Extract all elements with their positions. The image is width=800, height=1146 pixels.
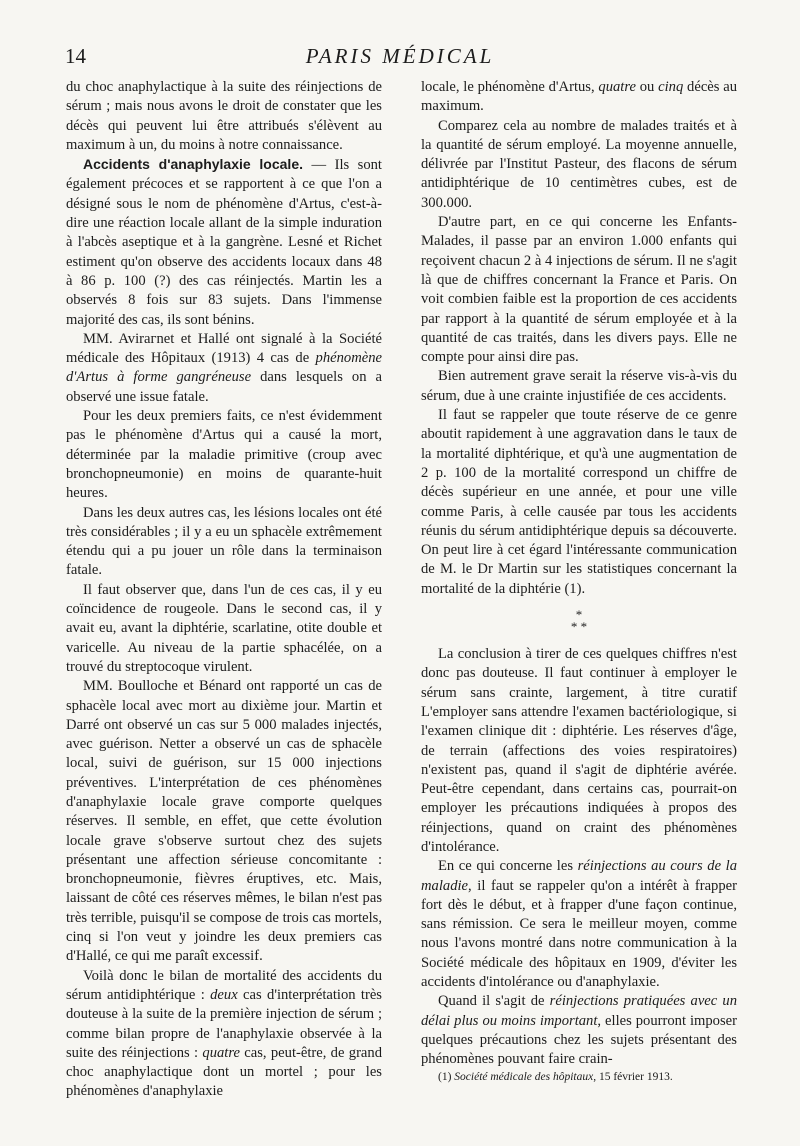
running-title: PARIS MÉDICAL: [305, 44, 495, 68]
paragraph: Bien autrement grave serait la réserve vis-à-vis du sérum, due à une crainte injustifiée de ces accidents.: [421, 368, 737, 404]
page-number: 14: [65, 44, 86, 68]
paragraph: La conclusion à tirer de ces quelques chiffres n'est donc pas douteuse. Il faut continuer à employer le sérum sans crainte, largement, à titre curatif L'employer sans attendre l'examen bactériologique, si l'examen clinique dit : diphtérie. Les réserves d'âge, de terrain (affections des voies respiratoires) n'existent pas, quand il s'agit de diphtérie avérée. Peut-être cependant, dans certains cas, pourrait-on employer les précautions indiquées à propos des réinjections, quand on craint des phénomènes d'intolérance.: [421, 646, 737, 855]
paragraph: MM. Boulloche et Bénard ont rapporté un cas de sphacèle local avec mort au dixième jour. Martin et Darré ont observé un cas sur 5 000 malades injectés, avec guérison. Netter a observé un cas de sphacèle local, suivi de guérison, sur 15 000 injections préventives. L'interprétation de ces phénomènes d'anaphylaxie locale grave comporte quelques réserves. Il semble, en effet, que cette évolution locale grave s'observe surtout chez des sujets présentant une affection sérieuse concomitante : bronchopneumonie, fièvres éruptives, etc. Mais, laissant de côté ces réserves mêmes, le bilan n'est pas très terrible, puisqu'il se compose de trois cas mortels, cinq si l'on veut y joindre les deux premiers cas d'Hallé, ce qui me paraît excessif.: [66, 678, 382, 965]
paragraph: D'autre part, en ce qui concerne les Enfants-Malades, il passe par an environ 1.000 enfants qui reçoivent chacun 2 à 4 injections de sérum. Il ne s'agit là que de chiffres concernant la France et Paris. On voit combien faible est la proportion de ces accidents par rapport à la quantité de sérum employée et à la quantité de cas traités, dans les divers pays. Elle ne compte pour ainsi dire pas.: [421, 214, 737, 366]
paragraph: Pour les deux premiers faits, ce n'est évidemment pas le phénomène d'Artus qui a causé la mort, déterminée par la maladie primitive (croup avec bronchopneumonie) en moins de quarante-huit heures.: [66, 408, 382, 502]
footnote: (1) Société médicale des hôpitaux, 15 février 1913.: [438, 1070, 673, 1083]
right-column: [421, 78, 737, 1085]
paragraph: Voilà donc le bilan de mortalité des accidents du sérum antidiphtérique : deux cas d'interprétation très douteuse à la suite de la première injection de sérum ; comme bilan propre de l'anaphylaxie observée à la suite des réinjections : quatre cas, peut-être, de grand choc anaphylactique dont un mortel ; pour les phénomènes d'anaphylaxie: [66, 967, 382, 1100]
paragraph: Dans les deux autres cas, les lésions locales ont été très considérables ; il y a eu un sphacèle extrêmement étendu qui a pu jouer un rôle dans la terminaison fatale.: [66, 504, 382, 579]
paragraph: Quand il s'agit de réinjections pratiquées avec un délai plus ou moins important, elles pourront imposer quelques précautions chez les sujets présentant des phénomènes pouvant faire crain-: [421, 993, 738, 1068]
paragraph: Comparez cela au nombre de malades traités et à la quantité de sérum employé. La moyenne annuelle, délivrée par l'Institut Pasteur, des flacons de sérum antidiphtérique de 10 centimètres cubes, est de 300.000.: [421, 117, 737, 211]
paragraph: Accidents d'anaphylaxie locale. — Ils sont également précoces et se rapportent à ce que l'on a désigné sous le nom de phénomène d'Artus, c'est-à-dire une réaction locale allant de la simple induration à l'abcès aseptique et à la gangrène. Lesné et Richet estiment qu'on observe des accidents locaux dans 48 à 86 p. 100 (?) des cas réinjectés. Martin les a observés 8 fois sur 83 sujets. Dans l'immense majorité des cas, ils sont bénins.: [66, 156, 382, 328]
asterism-separator: * * *: [570, 607, 588, 635]
paragraph: du choc anaphylactique à la suite des réinjections de sérum ; mais nous avons le droit de constater que les décès qui peuvent lui être attribués s'élèvent au maximum à un, du moins à notre connaissance.: [66, 79, 382, 153]
left-column: [66, 78, 382, 1102]
paragraph: En ce qui concerne les réinjections au cours de la maladie, il faut se rappeler qu'on a intérêt à frapper fort dès le début, et à frapper d'une façon continue, sans rémission. Ce sera le meilleur moyen, comme nous l'avons montré dans notre communication à la Société médicale des hôpitaux en 1909, d'éviter les accidents d'intolérance ou d'anaphylaxie.: [421, 858, 737, 991]
paragraph: Il faut se rappeler que toute réserve de ce genre aboutit rapidement à une aggravation dans le taux de la mortalité diphtérique, et qu'à une augmentation de 2 p. 100 de la mortalité correspond un chiffre de décès supérieur en une année, et pour une ville comme Paris, à celle causée par tous les accidents réunis du sérum antidiphtérique depuis sa découverte. On peut lire à cet égard l'intéressante communication de M. le Dr Martin sur les statistiques concernant la mortalité de la diphtérie (1).: [421, 407, 737, 597]
paragraph: MM. Avirагnet et Hallé ont signalé à la Société médicale des Hôpitaux (1913) 4 cas de phénomène d'Artus à forme gangréneuse dans lesquels on a observé une issue fatale.: [66, 330, 382, 405]
paragraph: locale, le phénomène d'Artus, quatre ou cinq décès au maximum.: [421, 79, 738, 115]
section-heading: Accidents d'anaphylaxie locale.: [83, 156, 303, 173]
paragraph: Il faut observer que, dans l'un de ces cas, il y eu coïncidence de rougeole. Dans le second cas, il y avait eu, avant la diphtérie, scarlatine, otite double et varicelle. Au niveau de la partie sphacélée, on a trouvé du streptocoque virulent.: [66, 581, 382, 675]
